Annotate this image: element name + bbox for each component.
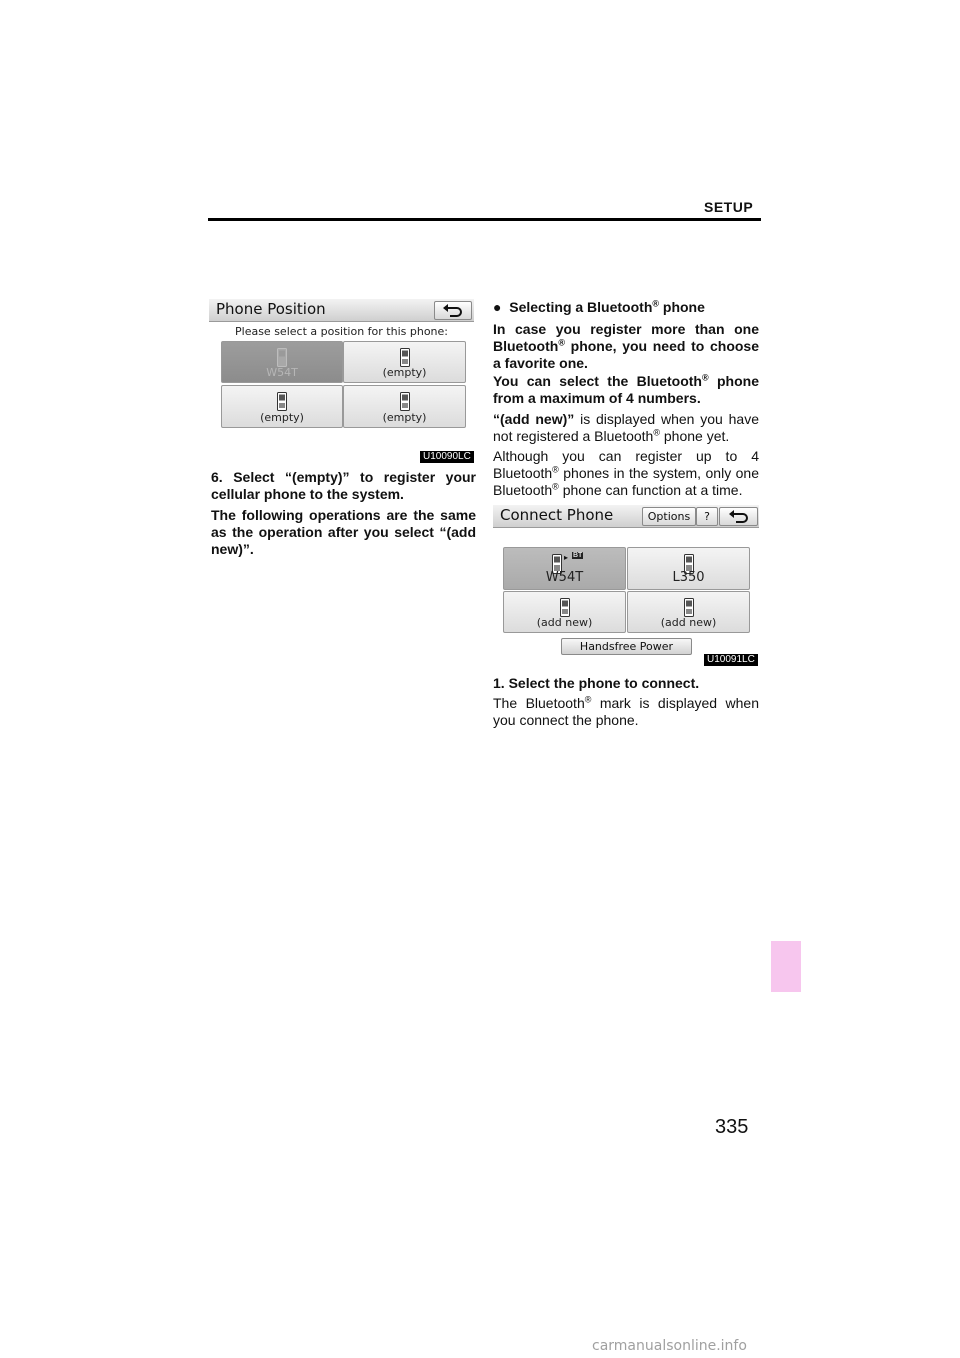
tile-label: W54T [266, 366, 298, 379]
step-6: 6. Select “(empty)” to register your cellular phone to the system. [211, 469, 476, 502]
tile-label: L350 [672, 570, 705, 585]
paragraph-bluetooth-mark: The Bluetooth® mark is displayed when you connect the phone. [493, 694, 759, 728]
paragraph-add-new: “(add new)” is displayed when you have not registered a Bluetooth® phone yet. [493, 411, 759, 444]
position-prompt: Please select a position for this phone: [235, 325, 448, 338]
back-arrow-icon [728, 509, 750, 523]
help-button[interactable]: ? [696, 507, 718, 526]
back-arrow-icon [442, 303, 464, 317]
figure-code: U10090LC [420, 451, 474, 463]
phone-icon [277, 392, 287, 411]
position-tile-4[interactable] [343, 385, 466, 428]
phone-icon [560, 598, 570, 617]
figure-code: U10091LC [704, 654, 758, 666]
header-rule [208, 218, 761, 221]
screen-title: Phone Position [216, 300, 326, 318]
connect-tile-add-new-2[interactable] [627, 591, 750, 633]
tile-label: (empty) [382, 411, 427, 424]
tile-label: (empty) [260, 411, 304, 424]
tile-label: (add new) [536, 616, 593, 629]
tile-label: (empty) [382, 366, 427, 379]
phone-icon [400, 348, 410, 367]
step-1: 1. Select the phone to connect. [493, 675, 700, 691]
position-tile-3[interactable] [221, 385, 343, 428]
back-button[interactable] [434, 301, 472, 320]
chapter-tab [771, 941, 801, 992]
bluetooth-mark-icon: ▸ [564, 553, 569, 562]
tile-label: W54T [545, 570, 584, 585]
bullet-glyph: ● [493, 299, 502, 315]
back-button[interactable] [719, 507, 758, 526]
position-tile-2[interactable] [343, 341, 466, 383]
screen-titlebar [209, 299, 474, 322]
paragraph-register-limit: Although you can register up to 4 Bluetooth® phones in the system, only one Bluetooth® phone can function at a time. [493, 448, 759, 498]
handsfree-power-button[interactable]: Handsfree Power [561, 638, 692, 655]
screen-titlebar [493, 505, 759, 528]
phone-position-screen [209, 299, 474, 439]
subsection-heading: ● Selecting a Bluetooth® phone [493, 298, 705, 315]
screen-title: Connect Phone [500, 506, 614, 524]
connect-tile-add-new-1[interactable] [503, 591, 626, 633]
paragraph-max-numbers: You can select the Bluetooth® phone from a maximum of 4 numbers. [493, 372, 759, 406]
bluetooth-mark-label: BT [573, 552, 583, 559]
phone-icon [684, 598, 694, 617]
tile-label: (add new) [660, 616, 717, 629]
options-button[interactable]: Options [642, 507, 696, 526]
paragraph-choose-favorite: In case you register more than one Bluetooth® phone, you need to choose a favorite one. [493, 321, 759, 371]
position-tile-1[interactable] [221, 341, 343, 383]
phone-icon [277, 348, 287, 367]
connect-phone-screen [493, 505, 759, 659]
connect-tile-w54t[interactable] [503, 547, 626, 590]
phone-icon [400, 392, 410, 411]
watermark: carmanualsonline.info [592, 1338, 747, 1354]
page-number: 335 [715, 1116, 749, 1138]
connect-tile-l350[interactable] [627, 547, 750, 590]
following-note: The following operations are the same as the operation after you select “(add new)”. [211, 507, 476, 557]
section-title: SETUP [704, 199, 754, 215]
